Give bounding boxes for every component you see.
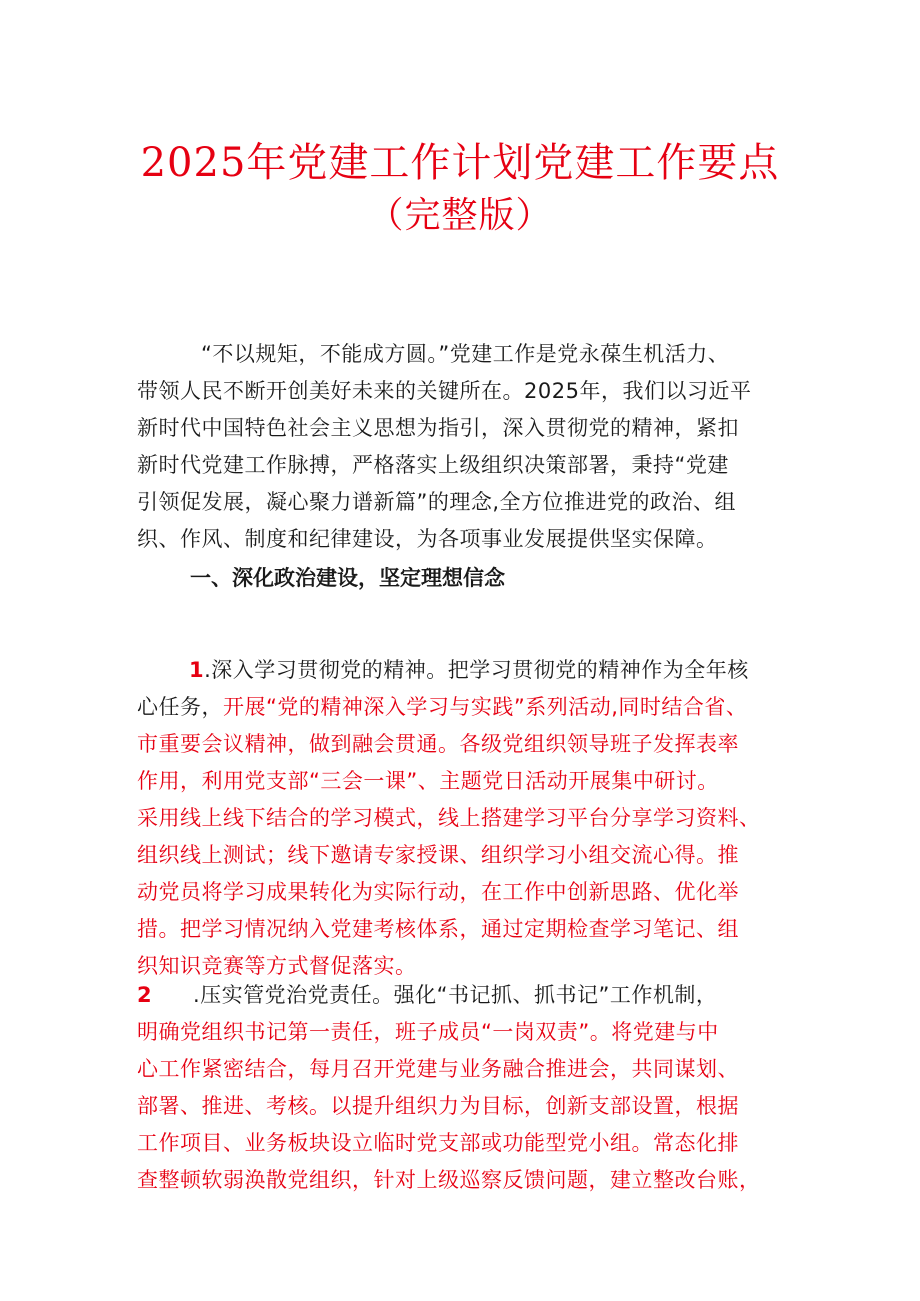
item-2-line: 明确党组织书记第一责任，班子成员“一岗双责”。将党建与中 — [137, 1020, 719, 1044]
item-2-first-line — [137, 977, 797, 1014]
item-1-line: 织知识竞赛等方式督促落实。 — [137, 954, 417, 978]
intro-line: 带领人民不断开创美好未来的关键所在。2025年，我们以习近平 — [137, 379, 752, 403]
item-1-paragraph — [137, 652, 797, 985]
intro-line: “不以规矩，不能成方圆。”党建工作是党永葆生机活力、 — [201, 342, 730, 366]
item-1-second-red: 开展“党的精神深入学习与实践”系列活动,同时结合省、 — [223, 695, 748, 719]
item-1-line: 组织线上测试；线下邀请专家授课、组织学习小组交流心得。推 — [137, 843, 739, 867]
item-1-line: 采用线上线下结合的学习模式，线上搭建学习平台分享学习资料、 — [137, 806, 761, 830]
section-heading: 一、深化政治建设，坚定理想信念 — [190, 566, 505, 590]
intro-line: 新时代中国特色社会主义思想为指引，深入贯彻党的精神，紧扣 — [137, 416, 739, 440]
item-1-second-black: 心任务， — [137, 695, 223, 719]
document-subtitle: （完整版） — [367, 195, 553, 236]
intro-line: 织、作风、制度和纪律建设，为各项事业发展提供坚实保障。 — [137, 527, 718, 551]
item-1-line: 市重要会议精神，做到融会贯通。各级党组织领导班子发挥表率 — [137, 732, 739, 756]
document-title: 2025年党建工作计划党建工作要点 — [140, 140, 780, 186]
item-2-lead-text: .压实管党治党责任。强化“书记抓、抓书记”工作机制， — [193, 983, 718, 1007]
item-1-number: 1 — [189, 658, 205, 682]
item-2-number: 2 — [137, 983, 153, 1007]
intro-line: 新时代党建工作脉搏，严格落实上级组织决策部署，秉持“党建 — [137, 453, 729, 477]
intro-paragraph — [137, 336, 797, 558]
item-2-line: 部署、推进、考核。以提升组织力为目标，创新支部设置，根据 — [137, 1094, 739, 1118]
item-1-second-line — [137, 689, 797, 726]
item-2-line: 心工作紧密结合，每月召开党建与业务融合推进会，共同谋划、 — [137, 1057, 739, 1081]
item-1-line: 动党员将学习成果转化为实际行动，在工作中创新思路、优化举 — [137, 880, 739, 904]
item-1-first-line — [137, 652, 797, 689]
item-2-paragraph — [137, 977, 797, 1199]
item-1-line: 措。把学习情况纳入党建考核体系，通过定期检查学习笔记、组 — [137, 917, 739, 941]
item-1-lead-text: .深入学习贯彻党的精神。把学习贯彻党的精神作为全年核 — [204, 658, 749, 682]
item-2-line: 工作项目、业务板块设立临时党支部或功能型党小组。常态化排 — [137, 1131, 739, 1155]
item-1-line: 作用，利用党支部“三会一课”、主题党日活动开展集中研讨。 — [137, 769, 719, 793]
intro-line: 引领促发展，凝心聚力谱新篇”的理念,全方位推进党的政治、组 — [137, 490, 737, 514]
item-2-line: 查整顿软弱涣散党组织，针对上级巡察反馈问题，建立整改台账， — [137, 1168, 761, 1192]
